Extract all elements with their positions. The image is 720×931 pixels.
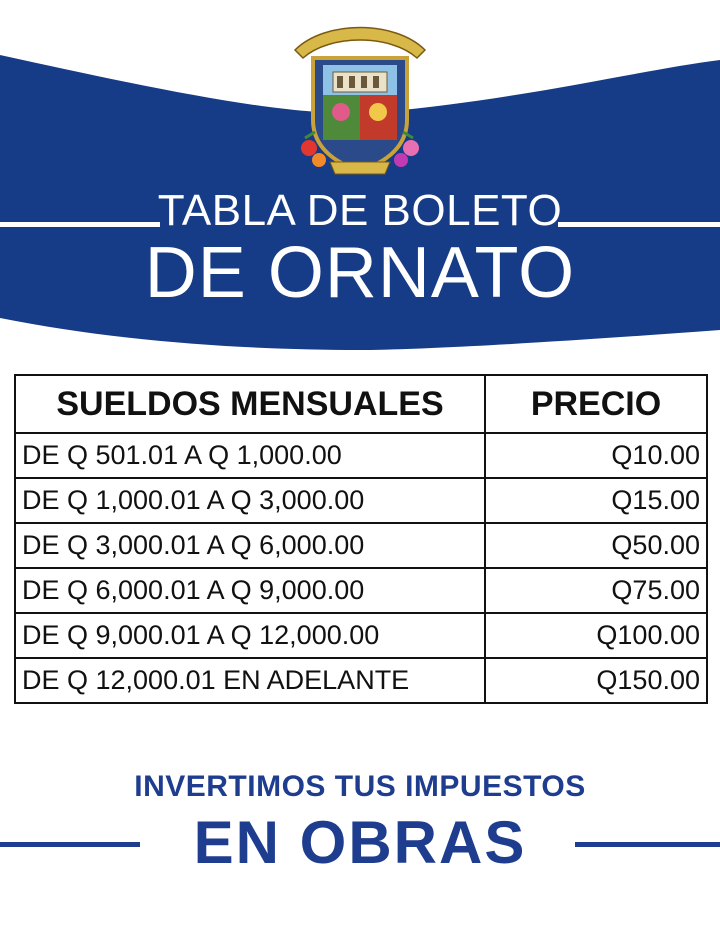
price-cell: Q100.00 — [485, 613, 707, 658]
salary-range-cell: DE Q 9,000.01 A Q 12,000.00 — [15, 613, 485, 658]
column-header-salary: SUELDOS MENSUALES — [15, 375, 485, 433]
salary-range-cell: DE Q 12,000.01 EN ADELANTE — [15, 658, 485, 703]
salary-range-cell: DE Q 6,000.01 A Q 9,000.00 — [15, 568, 485, 613]
price-cell: Q15.00 — [485, 478, 707, 523]
price-cell: Q50.00 — [485, 523, 707, 568]
slogan-line-1: INVERTIMOS TUS IMPUESTOS — [134, 770, 586, 803]
fee-table — [14, 374, 708, 704]
table-row — [15, 478, 707, 523]
table-row — [15, 613, 707, 658]
title-line-2: DE ORNATO — [144, 233, 576, 313]
table-row — [15, 523, 707, 568]
table-header-row — [15, 375, 707, 433]
slogan-line-2: EN OBRAS — [193, 809, 527, 876]
salary-range-cell: DE Q 501.01 A Q 1,000.00 — [15, 433, 485, 478]
table-row — [15, 568, 707, 613]
price-cell: Q10.00 — [485, 433, 707, 478]
price-cell: Q150.00 — [485, 658, 707, 703]
salary-range-cell: DE Q 3,000.01 A Q 6,000.00 — [15, 523, 485, 568]
price-cell: Q75.00 — [485, 568, 707, 613]
column-header-price: PRECIO — [485, 375, 707, 433]
table-row — [15, 658, 707, 703]
salary-range-cell: DE Q 1,000.01 A Q 3,000.00 — [15, 478, 485, 523]
table-row — [15, 433, 707, 478]
title-line-1: TABLA DE BOLETO — [157, 186, 563, 235]
municipal-coat-of-arms-icon — [285, 10, 435, 180]
